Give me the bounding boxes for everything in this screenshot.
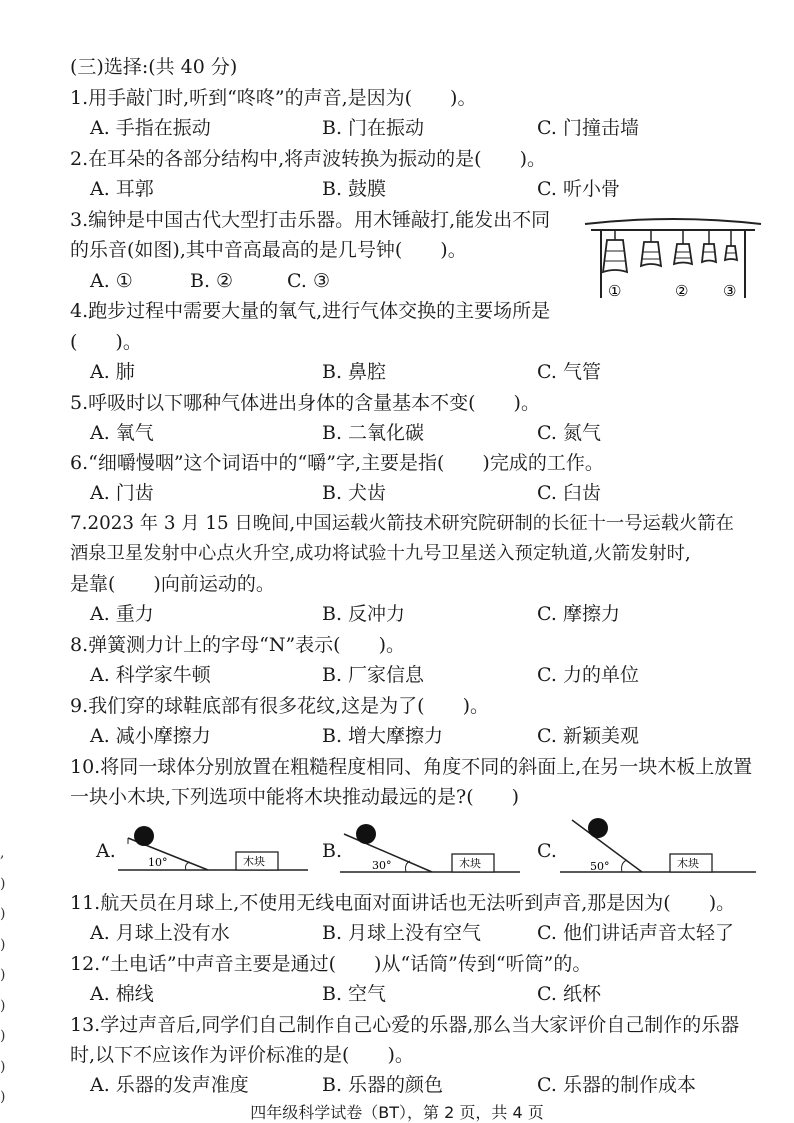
bell-label-1: ① — [608, 282, 622, 300]
margin-mark: ) — [0, 875, 6, 892]
bell-4-icon — [702, 230, 716, 262]
question-2-stem: 2.在耳朵的各部分结构中,将声波转换为振动的是( )。 — [70, 148, 546, 170]
question-13-stem-line-2: 时,以下不应该作为评价标准的是( )。 — [70, 1044, 414, 1066]
question-10-stem-line-2: 一块小木块,下列选项中能将木块推动最远的是?( ) — [70, 786, 520, 808]
question-8-stem: 8.弹簧测力计上的字母“N”表示( )。 — [70, 634, 406, 656]
question-2-option-b[interactable]: B. 鼓膜 — [322, 178, 387, 200]
question-10-option-c[interactable]: C. — [537, 840, 557, 862]
question-3-option-b[interactable]: B. ② — [190, 270, 234, 292]
question-8-option-c[interactable]: C. 力的单位 — [537, 664, 639, 686]
question-4-option-b[interactable]: B. 鼻腔 — [322, 361, 387, 383]
question-4-option-a[interactable]: A. 肺 — [90, 361, 135, 383]
question-9-stem: 9.我们穿的球鞋底部有很多花纹,这是为了( )。 — [70, 695, 489, 717]
slope-a-angle: 10° — [148, 856, 168, 869]
question-7-stem-line-1: 7.2023 年 3 月 15 日晚间,中国运载火箭技术研究院研制的长征十一号运载火箭在 — [70, 513, 734, 534]
question-1-option-a[interactable]: A. 手指在振动 — [90, 117, 211, 139]
question-12-option-a[interactable]: A. 棉线 — [90, 983, 154, 1005]
question-13-option-a[interactable]: A. 乐器的发声准度 — [90, 1074, 249, 1096]
question-5-option-b[interactable]: B. 二氧化碳 — [322, 422, 425, 444]
margin-mark: ) — [0, 967, 6, 983]
margin-mark: ) — [0, 1089, 6, 1105]
question-12-option-b[interactable]: B. 空气 — [322, 983, 387, 1005]
bell-3-icon — [674, 230, 692, 264]
margin-mark: , — [0, 845, 5, 861]
question-8-option-a[interactable]: A. 科学家牛顿 — [90, 664, 211, 686]
wood-block-b-label: 木块 — [459, 857, 481, 870]
bell-label-2: ② — [675, 282, 689, 300]
question-7-stem-line-2: 酒泉卫星发射中心点火升空,成功将试验十九号卫星送入预定轨道,火箭发射时, — [70, 543, 691, 564]
question-12-option-c[interactable]: C. 纸杯 — [537, 983, 601, 1005]
margin-mark: ) — [0, 997, 6, 1014]
question-11-option-c[interactable]: C. 他们讲话声音太轻了 — [537, 922, 734, 944]
bell-1-icon — [603, 230, 627, 272]
slope-c-angle: 50° — [590, 860, 610, 873]
question-5-option-c[interactable]: C. 氮气 — [537, 422, 601, 444]
question-6-option-a[interactable]: A. 门齿 — [90, 482, 154, 504]
left-margin-marks — [0, 838, 10, 1113]
question-7-option-a[interactable]: A. 重力 — [90, 603, 154, 625]
wood-block-a-label: 木块 — [243, 855, 265, 868]
bianzhong-bells-figure — [583, 210, 763, 302]
question-6-stem: 6.“细嚼慢咽”这个词语中的“嚼”字,主要是指( )完成的工作。 — [70, 452, 604, 474]
question-3-option-a[interactable]: A. ① — [90, 270, 133, 292]
question-7-option-c[interactable]: C. 摩擦力 — [537, 603, 620, 625]
question-1-option-c[interactable]: C. 门撞击墙 — [537, 117, 639, 139]
question-13-option-b[interactable]: B. 乐器的颜色 — [322, 1074, 444, 1096]
question-11-stem: 11.航天员在月球上,不使用无线电面对面讲话也无法听到声音,那是因为( )。 — [70, 892, 736, 914]
question-6-option-b[interactable]: B. 犬齿 — [322, 482, 387, 504]
margin-mark: ) — [0, 1028, 6, 1044]
slope-figure-b — [340, 820, 530, 876]
bell-label-3: ③ — [723, 282, 737, 300]
question-2-option-a[interactable]: A. 耳郭 — [90, 178, 154, 200]
question-7-option-b[interactable]: B. 反冲力 — [322, 603, 406, 625]
slope-figure-c — [560, 816, 760, 876]
question-11-option-a[interactable]: A. 月球上没有水 — [90, 922, 230, 944]
question-8-option-b[interactable]: B. 厂家信息 — [322, 664, 425, 686]
question-9-option-c[interactable]: C. 新颖美观 — [537, 725, 639, 747]
wood-block-c-label: 木块 — [677, 857, 699, 870]
section-title: (三)选择:(共 40 分) — [70, 56, 238, 78]
margin-mark: ) — [0, 936, 6, 953]
question-5-stem: 5.呼吸时以下哪种气体进出身体的含量基本不变( )。 — [70, 392, 540, 414]
ball-icon — [588, 818, 608, 838]
page-footer: 四年级科学试卷（BT），第 2 页，共 4 页 — [250, 1103, 544, 1122]
question-12-stem: 12.“土电话”中声音主要是通过( )从“话筒”传到“听筒”的。 — [70, 953, 592, 975]
question-4-option-c[interactable]: C. 气管 — [537, 361, 601, 383]
ball-icon — [134, 826, 154, 846]
bell-2-icon — [641, 230, 661, 266]
question-7-stem-line-3: 是靠( )向前运动的。 — [70, 573, 275, 595]
bell-5-icon — [725, 230, 737, 260]
slope-figure-a — [118, 822, 308, 874]
question-9-option-a[interactable]: A. 减小摩擦力 — [90, 725, 211, 747]
question-3-option-c[interactable]: C. ③ — [287, 270, 330, 292]
question-9-option-b[interactable]: B. 增大摩擦力 — [322, 725, 444, 747]
question-4-stem-line-2: ( )。 — [70, 331, 142, 353]
question-11-option-b[interactable]: B. 月球上没有空气 — [322, 922, 482, 944]
question-10-option-b[interactable]: B. — [322, 840, 343, 862]
question-13-stem-line-1: 13.学过声音后,同学们自己制作自己心爱的乐器,那么当大家评价自己制作的乐器 — [70, 1014, 740, 1036]
question-10-option-a[interactable]: A. — [96, 840, 116, 862]
question-4-stem-line-1: 4.跑步过程中需要大量的氧气,进行气体交换的主要场所是 — [70, 300, 551, 322]
slope-b-angle: 30° — [372, 859, 392, 872]
question-13-option-c[interactable]: C. 乐器的制作成本 — [537, 1074, 696, 1096]
question-3-stem-line-1: 3.编钟是中国古代大型打击乐器。用木锤敲打,能发出不同 — [70, 209, 551, 231]
question-3-stem-line-2: 的乐音(如图),其中音高最高的是几号钟( )。 — [70, 239, 467, 261]
margin-mark: ) — [0, 1058, 6, 1075]
question-10-stem-line-1: 10.将同一球体分别放置在粗糙程度相同、角度不同的斜面上,在另一块木板上放置 — [70, 756, 753, 778]
question-5-option-a[interactable]: A. 氧气 — [90, 422, 154, 444]
question-6-option-c[interactable]: C. 臼齿 — [537, 482, 601, 504]
question-1-stem: 1.用手敲门时,听到“咚咚”的声音,是因为( )。 — [70, 87, 477, 109]
question-2-option-c[interactable]: C. 听小骨 — [537, 178, 620, 200]
ball-icon — [356, 824, 376, 844]
question-1-option-b[interactable]: B. 门在振动 — [322, 117, 425, 139]
margin-mark: ) — [0, 906, 6, 922]
